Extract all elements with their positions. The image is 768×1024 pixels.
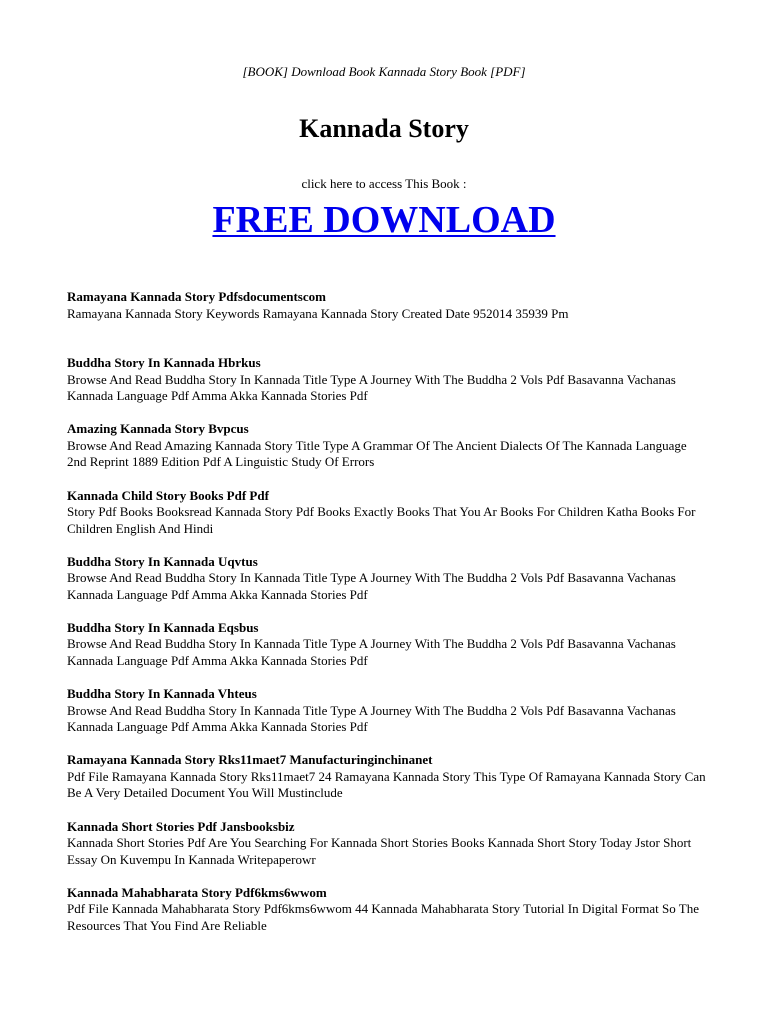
- entry-description: Browse And Read Buddha Story In Kannada Title Type A Journey With The Buddha 2 Vols Pdf Basavanna Vachanas Kannada Language Pdf Amma Akka Kannada Stories Pdf: [67, 702, 676, 735]
- access-instruction: click here to access This Book :: [301, 176, 467, 191]
- entry-description: Pdf File Ramayana Kannada Story Rks11maet7 24 Ramayana Kannada Story This Type Of Ramayana Kannada Story Can Be A Very Detailed Document You Will Mustinclude: [67, 768, 706, 801]
- entry-title: Amazing Kannada Story Bvpcus: [67, 421, 249, 437]
- entry-title: Buddha Story In Kannada Vhteus: [67, 686, 257, 702]
- entry-title: Buddha Story In Kannada Hbrkus: [67, 355, 261, 371]
- entry-title: Kannada Child Story Books Pdf Pdf: [67, 487, 269, 503]
- entry-description: Browse And Read Buddha Story In Kannada Title Type A Journey With The Buddha 2 Vols Pdf Basavanna Vachanas Kannada Language Pdf Amma Akka Kannada Stories Pdf: [67, 636, 676, 668]
- entry-item: [67, 421, 707, 487]
- entry-item: [67, 488, 707, 554]
- entry-item: [67, 885, 707, 951]
- entry-description: Browse And Read Buddha Story In Kannada Title Type A Journey With The Buddha 2 Vols Pdf Basavanna Vachanas Kannada Language Pdf Amma Akka Kannada Stories Pdf: [67, 570, 676, 602]
- entry-description: Kannada Short Stories Pdf Are You Searching For Kannada Short Stories Books Kannada Short Story Today Jstor Short Essay On Kuvempu In Kannada Writepaperowr: [67, 835, 692, 867]
- entry-description: Story Pdf Books Booksread Kannada Story Pdf Books Exactly Books That You Ar Books For Children Katha Books For Children English And Hindi: [67, 504, 696, 536]
- entry-title: Buddha Story In Kannada Eqsbus: [67, 619, 259, 635]
- entry-title: Ramayana Kannada Story Pdfsdocumentscom: [67, 289, 326, 304]
- entry-list: [67, 289, 707, 951]
- entry-title: Kannada Short Stories Pdf Jansbooksbiz: [67, 818, 295, 834]
- entry-title: Buddha Story In Kannada Uqvtus: [67, 553, 258, 569]
- entry-description: Ramayana Kannada Story Keywords Ramayana Kannada Story Created Date 952014 35939 Pm: [67, 305, 569, 321]
- entry-description: Pdf File Kannada Mahabharata Story Pdf6kms6wwom 44 Kannada Mahabharata Story Tutorial In Digital Format So The Resources That You Find Are Reliable: [67, 901, 699, 933]
- document-title: Kannada Story: [299, 114, 469, 143]
- download-link-container: [0, 196, 768, 244]
- entry-item: [67, 289, 707, 355]
- entry-title: Ramayana Kannada Story Rks11maet7 Manufacturinginchinanet: [67, 752, 433, 768]
- entry-description: Browse And Read Amazing Kannada Story Title Type A Grammar Of The Ancient Dialects Of The Kannada Language 2nd Reprint 1889 Edition Pdf A Linguistic Study Of Errors: [67, 437, 687, 470]
- entry-item: [67, 554, 707, 620]
- free-download-link[interactable]: FREE DOWNLOAD: [212, 199, 556, 241]
- entry-item: [67, 819, 707, 885]
- entry-item: [67, 686, 707, 752]
- entry-item: [67, 620, 707, 686]
- entry-item: [67, 752, 707, 818]
- entry-title: Kannada Mahabharata Story Pdf6kms6wwom: [67, 884, 327, 900]
- entry-description: Browse And Read Buddha Story In Kannada Title Type A Journey With The Buddha 2 Vols Pdf Basavanna Vachanas Kannada Language Pdf Amma Akka Kannada Stories Pdf: [67, 371, 676, 404]
- entry-item: [67, 355, 707, 421]
- document-header: [BOOK] Download Book Kannada Story Book [PDF]: [242, 64, 526, 79]
